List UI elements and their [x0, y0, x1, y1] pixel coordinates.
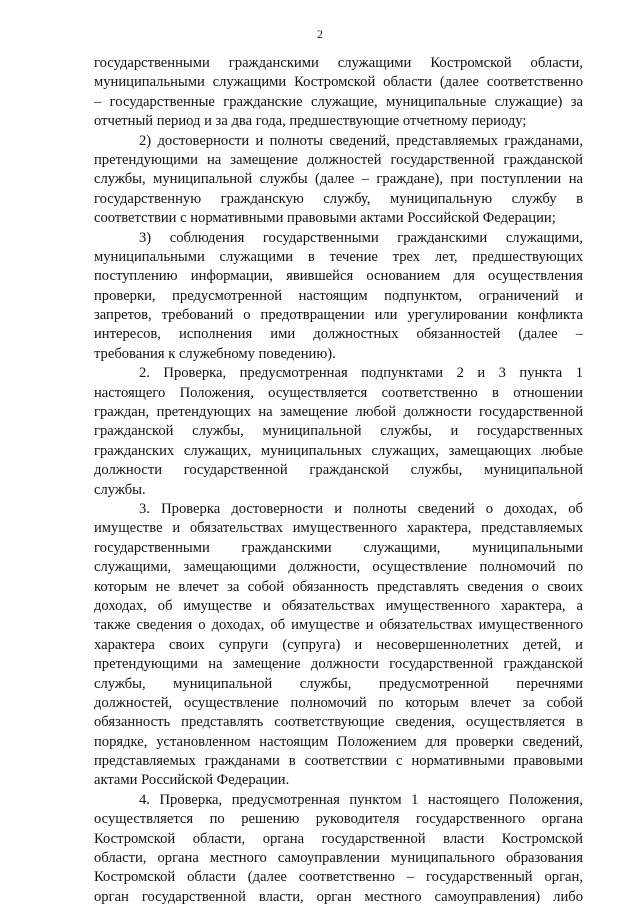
text-line: области, органа местного самоуправлении муниципального образования [94, 850, 583, 867]
text-line: поступлению информации, явившейся основанием для осуществления [94, 268, 583, 285]
text-line: претендующими на замещение должности государственной гражданской [94, 656, 583, 673]
paragraph-first-line: 2. Проверка, предусмотренная подпунктами 2 и 3 пункта 1 [139, 365, 583, 382]
text-line: настоящего Положения, осуществляется соответственно в отношении [94, 384, 583, 401]
text-line: государственными гражданскими служащими, муниципальными [94, 539, 583, 556]
text-line: которым не влечет за собой обязанность представлять сведения о своих [94, 578, 583, 595]
text-line: граждан, претендующих на замещение любой должности государственной [94, 404, 583, 421]
text-line: обязанность представлять соответствующие сведения, осуществляется в [94, 714, 583, 731]
page-number: 2 [317, 27, 323, 41]
text-line: муниципальными служащими Костромской области (далее соответственно [94, 74, 583, 91]
text-line: характера своих супруги (супруга) и несовершеннолетних детей, и [94, 636, 583, 653]
paragraph-first-line: 4. Проверка, предусмотренная пунктом 1 настоящего Положения, [139, 791, 583, 808]
text-line: орган государственной власти, орган местного самоуправления) либо [94, 888, 583, 905]
paragraph-first-line: 3. Проверка достоверности и полноты сведений о доходах, об [139, 500, 583, 517]
text-line: проверки, предусмотренной настоящим подпунктом, ограничений и [94, 287, 583, 304]
text-line: требования к служебному поведению). [94, 345, 336, 362]
text-line: осуществляется по решению руководителя государственного органа [94, 811, 583, 828]
text-line: Костромской области (далее соответственно – государственный орган, [94, 869, 583, 886]
text-line: должности государственной гражданской службы, муниципальной [94, 462, 583, 479]
text-line: имуществе и обязательствах имущественного характера, представляемых [94, 520, 583, 537]
text-line: – государственные гражданские служащие, муниципальные служащие) за [94, 93, 583, 110]
text-line: запретов, требований о предотвращении или урегулировании конфликта [94, 307, 583, 324]
text-line: порядке, установленном настоящим Положением для проверки сведений, [94, 733, 583, 750]
text-line: актами Российской Федерации. [94, 772, 290, 789]
text-line: отчетный период и за два года, предшествующие отчетному периоду; [94, 113, 527, 130]
text-line: государственными гражданскими служащими Костромской области, [94, 55, 583, 71]
text-line: должностей, осуществление полномочий по которым влечет за собой [94, 694, 583, 711]
text-line: служащими, замещающими должности, осуществление полномочий по [94, 559, 583, 576]
text-line: муниципальными служащими в течение трех лет, предшествующих [94, 248, 583, 265]
text-line: гражданской службы, муниципальной службы, и государственных [94, 423, 583, 440]
paragraph-first-line: 3) соблюдения государственными гражданскими служащими, [139, 229, 583, 246]
text-line: также сведения о доходах, об имуществе и обязательствах имущественного [94, 617, 583, 634]
text-line: представляемых гражданами в соответствии с нормативными правовыми [94, 753, 583, 770]
text-line: претендующими на замещение должностей государственной гражданской [94, 151, 583, 168]
text-line: Костромской области, органа государственной власти Костромской [94, 830, 583, 847]
text-line: гражданских служащих, муниципальных служащих, замещающих любые [94, 442, 583, 459]
text-line: государственную гражданскую службу, муниципальную службу в [94, 190, 583, 207]
text-line: соответствии с нормативными правовыми актами Российской Федерации; [94, 210, 556, 227]
paragraph-first-line: 2) достоверности и полноты сведений, представляемых гражданами, [139, 132, 583, 149]
document-body [94, 54, 583, 907]
text-line: службы, муниципальной службы (далее – граждане), при поступлении на [94, 171, 583, 188]
text-line: доходах, об имуществе и обязательствах имущественного характера, а [94, 597, 583, 614]
text-line: службы, муниципальной службы, предусмотренной перечнями [94, 675, 583, 692]
text-line: интересов, исполнения ими должностных обязанностей (далее – [94, 326, 583, 343]
text-line: службы. [94, 481, 146, 498]
